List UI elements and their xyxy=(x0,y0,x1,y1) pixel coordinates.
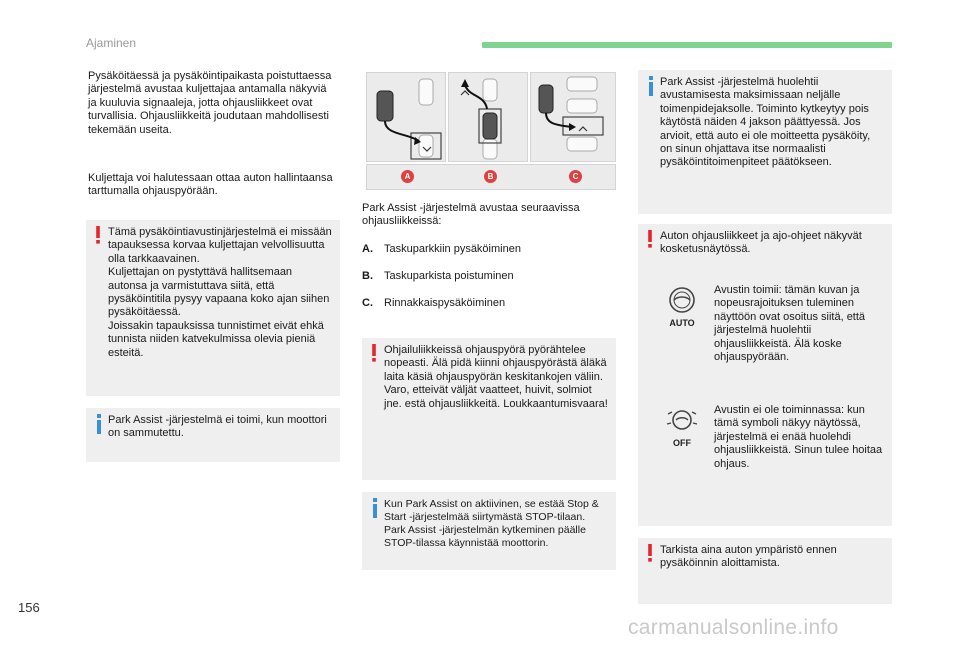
exclamation-icon xyxy=(646,230,654,248)
warning-box xyxy=(86,220,340,396)
steering-wheel-off-icon xyxy=(664,404,700,438)
maneuver-list-item xyxy=(362,270,614,283)
info-box xyxy=(362,492,616,570)
exclamation-icon xyxy=(94,226,102,244)
list-letter: B. xyxy=(362,270,373,282)
park-assist-diagram xyxy=(362,70,616,192)
diagram-panel-b xyxy=(448,72,528,162)
warning-box xyxy=(638,538,892,604)
exclamation-icon xyxy=(646,544,654,562)
paragraph-intro: Pysäköitäessä ja pysäköintipaikasta poistuttaessa järjestelmä avustaa kuljettajaa antamalla näkyviä ja kuuluvia signaaleja, jotta ohjausliikkeet ovat turvallisia. Ohjausliikkeitä joudutaan mahdollisesti tekemään useita. xyxy=(88,70,332,136)
auto-steering-indicator xyxy=(664,284,700,334)
auto-label: AUTO xyxy=(669,318,695,328)
maneuver-list-item xyxy=(362,297,614,310)
info-icon xyxy=(94,414,104,434)
diagram-label-b: B xyxy=(484,170,497,183)
exclamation-icon xyxy=(370,344,378,362)
warning-box xyxy=(362,338,616,480)
auto-description: Avustin toimii: tämän kuvan ja nopeusrajoituksen tuleminen näyttöön ovat osoitus siitä, että järjestelmä huolehtii ohjausliikkeistä. Älä koske ohjauspyörään. xyxy=(714,284,866,364)
warning-text: Tämä pysäköintiavustinjärjestelmä ei missään tapauksessa korvaa kuljettajan velvollisuutta olla tarkkaavainen. Kuljettajan on pystyttävä hallitsemaan autonsa ja varmistuttava siitä, että pysäköintitila pysyy vapaana koko ajan siihen pysäköitäessä. Joissakin tapauksissa tunnistimet eivät ehkä tunnista niiden katvekulmissa olevia pieniä esteitä. xyxy=(108,226,332,359)
off-description: Avustin ei ole toiminnassa: kun tämä symboli näkyy näytössä, järjestelmä ei enää huolehdi ohjausliikkeistä. Sinun tulee hoitaa ohjaus. xyxy=(714,404,883,470)
parking-maneuver-c-illustration xyxy=(531,73,615,161)
info-box xyxy=(86,408,340,462)
maneuver-list-item xyxy=(362,243,614,256)
info-box xyxy=(638,70,892,214)
list-text: Taskuparkkiin pysäköiminen xyxy=(384,243,521,255)
diagram-label-c: C xyxy=(569,170,582,183)
list-letter: A. xyxy=(362,243,373,255)
header-accent-bar xyxy=(482,42,892,48)
warning-text: Tarkista aina auton ympäristö ennen pysäköinnin aloittamista. xyxy=(660,544,837,570)
parking-maneuver-b-illustration xyxy=(449,73,527,161)
info-text: Park Assist -järjestelmä ei toimi, kun moottori on sammutettu. xyxy=(108,414,327,440)
page-number: 156 xyxy=(18,600,40,615)
warning-text: Ohjailuliikkeissä ohjauspyörä pyörähtelee nopeasti. Älä pidä kiinni ohjauspyörästä äläkä laita käsiä ohjauspyörän keskitankojen väliin. Varo, etteivät väljät vaatteet, huivit, solmiot jne. estä ohjausliikkeitä. Loukkaantumisvaara! xyxy=(384,344,608,410)
info-icon xyxy=(370,498,380,518)
diagram-label-strip xyxy=(366,164,616,190)
diagram-panel-a xyxy=(366,72,446,162)
list-text: Taskuparkista poistuminen xyxy=(384,270,514,282)
info-text: Park Assist -järjestelmä huolehtii avustamisesta maksimissaan neljälle toimenpidejaksolle. Toiminto kytkeytyy pois käytöstä näiden 4 jakson päättyessä. Jos arvioit, että auto ei ole moitteetta pysäköity, on sinun ohjattava itse normaalisti pysäköintitoimenpiteet päätökseen. xyxy=(660,76,871,169)
steering-wheel-auto-icon xyxy=(664,284,700,318)
diagram-panel-c xyxy=(530,72,616,162)
diagram-label-a: A xyxy=(401,170,414,183)
warning-text: Auton ohjausliikkeet ja ajo-ohjeet näkyvät kosketusnäytössä. xyxy=(660,230,862,256)
list-text: Rinnakkaispysäköiminen xyxy=(384,297,506,309)
warning-box xyxy=(638,224,892,526)
off-steering-indicator xyxy=(664,404,700,454)
list-letter: C. xyxy=(362,297,373,309)
assist-intro: Park Assist -järjestelmä avustaa seuraavissa ohjausliikkeissä: xyxy=(362,202,580,228)
section-title: Ajaminen xyxy=(86,36,137,50)
info-text: Kun Park Assist on aktiivinen, se estää Stop & Start -järjestelmää siirtymästä STOP-tilaan. Park Assist -järjestelmän kytkeminen päälle STOP-tilassa käynnistää moottorin. xyxy=(384,498,599,549)
watermark: carmanualsonline.info xyxy=(628,616,839,639)
info-icon xyxy=(646,76,656,96)
parking-maneuver-a-illustration xyxy=(367,73,445,161)
paragraph-takeover: Kuljettaja voi halutessaan ottaa auton hallintaansa tarttumalla ohjauspyörään. xyxy=(88,172,333,198)
off-label: OFF xyxy=(673,438,691,448)
